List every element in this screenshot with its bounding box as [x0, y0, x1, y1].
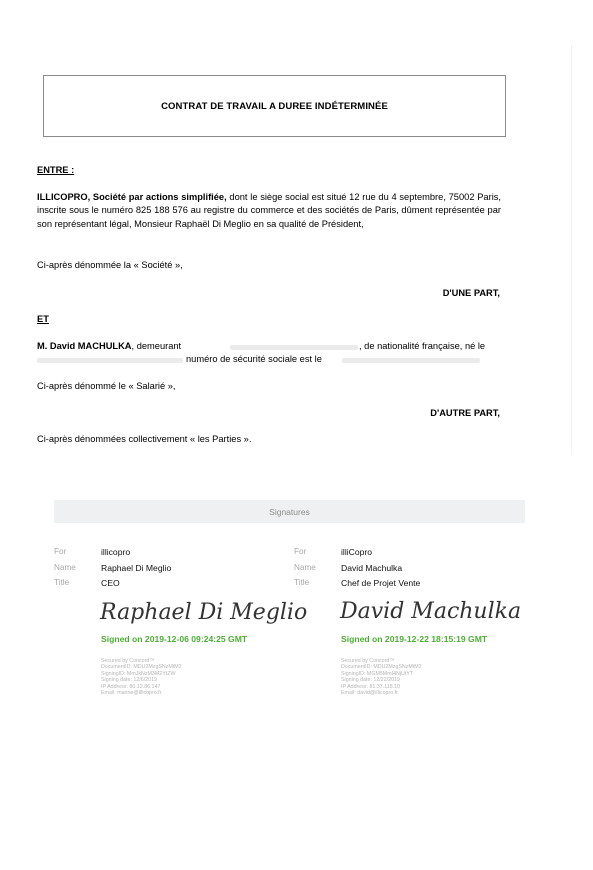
- signatures-header-label: Signatures: [269, 506, 310, 517]
- company-alias: Ci-après dénommée la « Société »,: [37, 260, 183, 270]
- redacted-address: [230, 345, 358, 350]
- signer-1-meta-line: IP Address: 80.12.86.147: [101, 683, 161, 690]
- redacted-birth: [37, 358, 183, 363]
- signatures-header: [54, 500, 525, 523]
- dune-part: D'UNE PART,: [442, 288, 500, 298]
- signer-2-title-label: Title: [294, 578, 310, 587]
- parties-line: Ci-après dénommées collectivement « les Parties ».: [37, 434, 252, 444]
- signer-1-meta: [101, 658, 182, 696]
- company-paragraph: [37, 191, 501, 231]
- signer-2-meta-line: Signing date: 12/22/2019: [341, 677, 400, 684]
- company-text: dont le siège social est situé 12 rue du 4 septembre, 75002 Paris, inscrite sous le numéro 825 188 576 au registre du commerce et des sociétés de Paris, dûment représentée par son représentant légal, Monsieur Raphaël Di Meglio en sa qualité de Président,: [37, 192, 501, 229]
- signer-1-name-label: Name: [54, 563, 76, 572]
- company-name: ILLICOPRO, Société par actions simplifiée,: [37, 192, 227, 202]
- employee-text-1: , demeurant: [131, 341, 182, 351]
- signer-2-for: illiCopro: [341, 547, 373, 557]
- signer-1-for-label: For: [54, 547, 67, 556]
- employee-text-2: , de nationalité française, né le: [359, 341, 486, 351]
- signer-2-for-label: For: [294, 547, 307, 556]
- signer-1-meta-line: SigningID: MmJkNzM3M2YtZW: [101, 670, 176, 677]
- employee-line: [37, 340, 181, 353]
- employee-name: M. David MACHULKA: [37, 341, 132, 351]
- signer-1-name: Raphael Di Meglio: [101, 563, 172, 573]
- signer-2-meta-line: Email: david@illicopro.fr: [341, 690, 398, 697]
- signer-2-meta-line: IP Address: 81.37.118.10: [341, 683, 400, 690]
- signer-2-meta: [341, 658, 422, 696]
- et-heading: ET: [37, 314, 49, 324]
- contract-title-box: [43, 75, 506, 137]
- signer-1-signature: Raphael Di Meglio: [100, 600, 308, 625]
- signer-1-title: CEO: [101, 578, 120, 588]
- signer-2-meta-line: SigningID: MGM5MmI4NjUtYT: [341, 670, 414, 677]
- signer-2-signed-date: Signed on 2019-12-22 18:15:19 GMT: [341, 634, 488, 644]
- signer-2-name: David Machulka: [341, 563, 403, 573]
- signer-2-title: Chef de Projet Vente: [341, 578, 421, 588]
- employee-alias: Ci-après dénommé le « Salarié »,: [37, 381, 176, 391]
- signer-1-meta-line: Secured by Concord™: [101, 658, 155, 664]
- signer-1-meta-line: Signing date: 12/6/2019: [101, 677, 157, 684]
- employee-text-3: numéro de sécurité sociale est le: [186, 354, 322, 364]
- signer-2-meta-line: Secured by Concord™: [341, 658, 395, 664]
- page-edge: [571, 45, 572, 455]
- signer-1-title-label: Title: [54, 578, 70, 587]
- signer-1-meta-line: DocumentID: MDU2MzgSNzMtM2: [101, 664, 182, 671]
- signer-2-meta-line: DocumentID: MDU2MzgSNzMtM2: [341, 664, 422, 671]
- dautre-part: D'AUTRE PART,: [430, 408, 500, 418]
- signer-2-signature: David Machulka: [340, 599, 522, 624]
- signer-1-signed-date: Signed on 2019-12-06 09:24:25 GMT: [101, 634, 248, 644]
- contract-title: CONTRAT DE TRAVAIL A DUREE INDÉTERMINÉE: [161, 100, 388, 112]
- entre-heading: ENTRE :: [37, 165, 75, 175]
- signer-1-meta-line: Email: marine@illicopro.fr: [101, 690, 162, 697]
- redacted-ssn: [342, 358, 480, 363]
- signer-1-for: illicopro: [101, 547, 131, 557]
- signer-2-name-label: Name: [294, 563, 316, 572]
